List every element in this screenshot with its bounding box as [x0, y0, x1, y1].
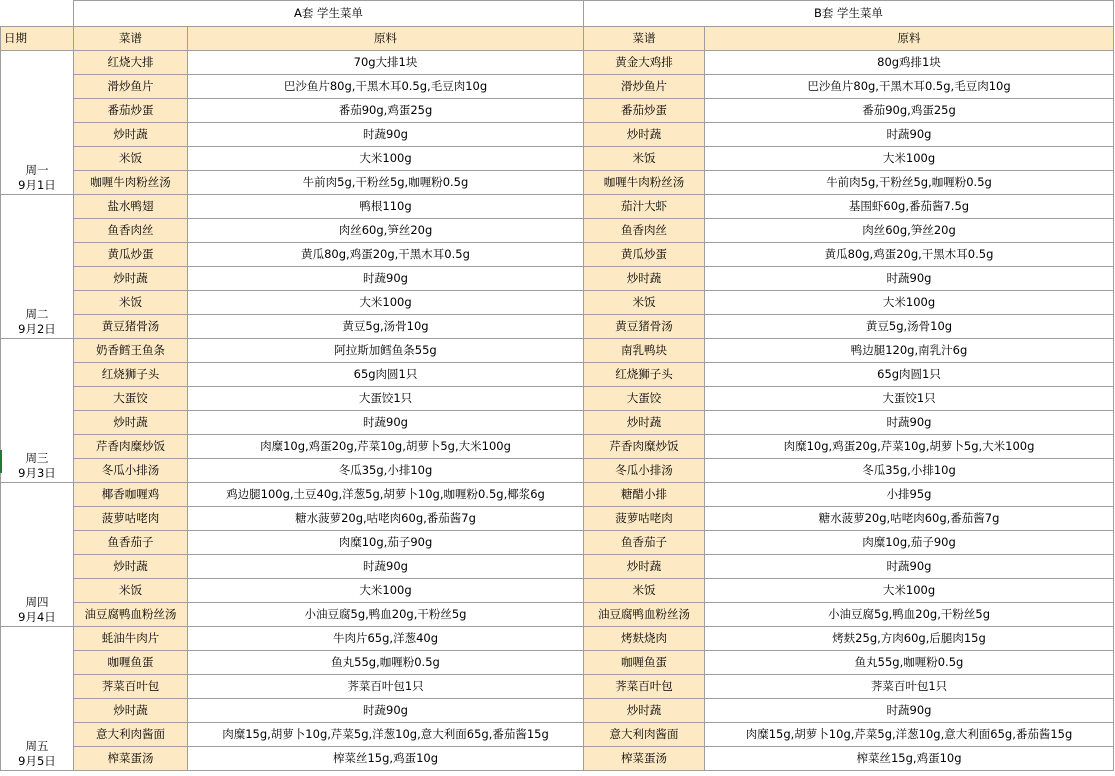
set-a-ingredients-cell[interactable]: 大蛋饺1只 [188, 387, 584, 411]
set-b-ingredients-cell[interactable]: 大米100g [705, 291, 1114, 315]
set-a-ingredients-cell[interactable]: 牛前肉5g,干粉丝5g,咖喱粉0.5g [188, 171, 584, 195]
set-a-dish-cell[interactable]: 米饭 [74, 147, 188, 171]
set-b-ingredients-cell[interactable]: 基围虾60g,番茄酱7.5g [705, 195, 1114, 219]
menu-row [1, 123, 1114, 147]
menu-row [1, 675, 1114, 699]
set-b-ingredients-cell[interactable]: 牛前肉5g,干粉丝5g,咖喱粉0.5g [705, 171, 1114, 195]
set-a-ingredients-cell[interactable]: 大米100g [188, 147, 584, 171]
date-column-header[interactable]: 日期 [1, 27, 74, 51]
set-b-ingredients-cell[interactable]: 肉糜10g,鸡蛋20g,芹菜10g,胡萝卜5g,大米100g [705, 435, 1114, 459]
set-a-ingredients-cell[interactable]: 肉糜15g,胡萝卜10g,芹菜5g,洋葱10g,意大利面65g,番茄酱15g [188, 723, 584, 747]
menu-row [1, 339, 1114, 363]
menu-table-body [1, 1, 1114, 771]
menu-row [1, 627, 1114, 651]
set-a-ingredients-cell[interactable]: 大米100g [188, 579, 584, 603]
menu-row [1, 51, 1114, 75]
set-b-dish-cell[interactable]: 糖醋小排 [584, 483, 705, 507]
set-b-dish-cell[interactable]: 鱼香肉丝 [584, 219, 705, 243]
set-b-ingredients-cell[interactable]: 时蔬90g [705, 411, 1114, 435]
set-a-dish-cell[interactable]: 椰香咖喱鸡 [74, 483, 188, 507]
a-ingredients-column-header[interactable]: 原料 [188, 27, 584, 51]
date-label: 9月4日 [18, 610, 56, 624]
weekday-label: 周二 [25, 307, 49, 321]
set-a-dish-cell[interactable]: 冬瓜小排汤 [74, 459, 188, 483]
set-b-ingredients-cell[interactable]: 黄瓜80g,鸡蛋20g,干黑木耳0.5g [705, 243, 1114, 267]
menu-row [1, 387, 1114, 411]
menu-row [1, 315, 1114, 339]
set-a-ingredients-cell[interactable]: 黄豆5g,汤骨10g [188, 315, 584, 339]
set-a-dish-cell[interactable]: 鱼香茄子 [74, 531, 188, 555]
menu-row [1, 195, 1114, 219]
set-a-dish-cell[interactable]: 油豆腐鸭血粉丝汤 [74, 603, 188, 627]
set-b-ingredients-cell[interactable]: 时蔬90g [705, 555, 1114, 579]
set-b-dish-cell[interactable]: 滑炒鱼片 [584, 75, 705, 99]
set-a-ingredients-cell[interactable]: 时蔬90g [188, 699, 584, 723]
set-a-dish-cell[interactable]: 芹香肉糜炒饭 [74, 435, 188, 459]
set-a-dish-cell[interactable]: 红烧狮子头 [74, 363, 188, 387]
set-a-dish-cell[interactable]: 米饭 [74, 579, 188, 603]
set-b-dish-cell[interactable]: 油豆腐鸭血粉丝汤 [584, 603, 705, 627]
menu-row [1, 243, 1114, 267]
menu-row [1, 99, 1114, 123]
column-header-row [1, 27, 1114, 51]
set-b-ingredients-cell[interactable]: 80g鸡排1块 [705, 51, 1114, 75]
set-a-ingredients-cell[interactable]: 时蔬90g [188, 267, 584, 291]
set-b-ingredients-cell[interactable]: 肉丝60g,笋丝20g [705, 219, 1114, 243]
set-b-dish-cell[interactable]: 意大利肉酱面 [584, 723, 705, 747]
set-b-ingredients-cell[interactable]: 番茄90g,鸡蛋25g [705, 99, 1114, 123]
set-b-dish-cell[interactable]: 榨菜蛋汤 [584, 747, 705, 771]
menu-row [1, 483, 1114, 507]
set-b-ingredients-cell[interactable]: 大蛋饺1只 [705, 387, 1114, 411]
date-cell[interactable] [1, 627, 74, 771]
set-b-dish-cell[interactable]: 茄汁大虾 [584, 195, 705, 219]
set-b-ingredients-cell[interactable]: 巴沙鱼片80g,干黑木耳0.5g,毛豆肉10g [705, 75, 1114, 99]
date-cell[interactable] [1, 339, 74, 483]
set-a-dish-cell[interactable]: 炒时蔬 [74, 123, 188, 147]
set-b-ingredients-cell[interactable]: 鸭边腿120g,南乳汁6g [705, 339, 1114, 363]
set-b-dish-cell[interactable]: 咖喱鱼蛋 [584, 651, 705, 675]
set-b-ingredients-cell[interactable]: 时蔬90g [705, 699, 1114, 723]
set-a-ingredients-cell[interactable]: 大米100g [188, 291, 584, 315]
set-b-ingredients-cell[interactable]: 小排95g [705, 483, 1114, 507]
set-b-dish-cell[interactable]: 冬瓜小排汤 [584, 459, 705, 483]
set-b-dish-cell[interactable]: 荠菜百叶包 [584, 675, 705, 699]
set-b-ingredients-cell[interactable]: 大米100g [705, 579, 1114, 603]
set-b-ingredients-cell[interactable]: 荠菜百叶包1只 [705, 675, 1114, 699]
menu-row [1, 411, 1114, 435]
set-b-dish-cell[interactable]: 米饭 [584, 291, 705, 315]
set-b-ingredients-cell[interactable]: 烤麸25g,方肉60g,后腿肉15g [705, 627, 1114, 651]
menu-row [1, 171, 1114, 195]
set-a-ingredients-cell[interactable]: 70g大排1块 [188, 51, 584, 75]
set-a-dish-cell[interactable]: 滑炒鱼片 [74, 75, 188, 99]
menu-row [1, 147, 1114, 171]
set-a-ingredients-cell[interactable]: 糖水菠萝20g,咕咾肉60g,番茄酱7g [188, 507, 584, 531]
set-a-dish-cell[interactable]: 鱼香肉丝 [74, 219, 188, 243]
set-b-dish-cell[interactable]: 炒时蔬 [584, 411, 705, 435]
menu-row [1, 747, 1114, 771]
set-a-dish-cell[interactable]: 番茄炒蛋 [74, 99, 188, 123]
set-b-dish-cell[interactable]: 米饭 [584, 579, 705, 603]
set-a-dish-cell[interactable]: 意大利肉酱面 [74, 723, 188, 747]
set-a-ingredients-cell[interactable]: 鸡边腿100g,土豆40g,洋葱5g,胡萝卜10g,咖喱粉0.5g,椰浆6g [188, 483, 584, 507]
menu-row [1, 363, 1114, 387]
set-b-ingredients-cell[interactable]: 鱼丸55g,咖喱粉0.5g [705, 651, 1114, 675]
weekday-label: 周五 [25, 739, 49, 753]
set-b-title[interactable]: B套 学生菜单 [584, 1, 1114, 27]
menu-row [1, 219, 1114, 243]
set-a-ingredients-cell[interactable]: 冬瓜35g,小排10g [188, 459, 584, 483]
set-b-ingredients-cell[interactable]: 肉糜15g,胡萝卜10g,芹菜5g,洋葱10g,意大利面65g,番茄酱15g [705, 723, 1114, 747]
menu-row [1, 435, 1114, 459]
a-dish-column-header[interactable]: 菜谱 [74, 27, 188, 51]
menu-row [1, 603, 1114, 627]
set-a-ingredients-cell[interactable]: 肉丝60g,笋丝20g [188, 219, 584, 243]
set-a-ingredients-cell[interactable]: 榨菜丝15g,鸡蛋10g [188, 747, 584, 771]
weekday-label: 周四 [25, 595, 49, 609]
menu-row [1, 723, 1114, 747]
set-a-ingredients-cell[interactable]: 鱼丸55g,咖喱粉0.5g [188, 651, 584, 675]
set-a-ingredients-cell[interactable]: 65g肉圆1只 [188, 363, 584, 387]
set-a-ingredients-cell[interactable]: 肉糜10g,鸡蛋20g,芹菜10g,胡萝卜5g,大米100g [188, 435, 584, 459]
date-label: 9月3日 [18, 466, 56, 480]
set-b-dish-cell[interactable]: 炒时蔬 [584, 123, 705, 147]
menu-row [1, 459, 1114, 483]
set-b-dish-cell[interactable]: 番茄炒蛋 [584, 99, 705, 123]
set-a-ingredients-cell[interactable]: 阿拉斯加鳕鱼条55g [188, 339, 584, 363]
set-a-ingredients-cell[interactable]: 巴沙鱼片80g,干黑木耳0.5g,毛豆肉10g [188, 75, 584, 99]
set-b-dish-cell[interactable]: 烤麸烧肉 [584, 627, 705, 651]
set-b-ingredients-cell[interactable]: 时蔬90g [705, 267, 1114, 291]
set-a-dish-cell[interactable]: 咖喱牛肉粉丝汤 [74, 171, 188, 195]
set-b-dish-cell[interactable]: 黄豆猪骨汤 [584, 315, 705, 339]
set-b-ingredients-cell[interactable]: 时蔬90g [705, 123, 1114, 147]
menu-row [1, 507, 1114, 531]
set-b-dish-cell[interactable]: 鱼香茄子 [584, 531, 705, 555]
set-header-row [1, 1, 1114, 27]
set-b-dish-cell[interactable]: 黄瓜炒蛋 [584, 243, 705, 267]
set-a-ingredients-cell[interactable]: 小油豆腐5g,鸭血20g,干粉丝5g [188, 603, 584, 627]
date-cell[interactable] [1, 483, 74, 627]
set-b-dish-cell[interactable]: 米饭 [584, 147, 705, 171]
set-a-dish-cell[interactable]: 黄瓜炒蛋 [74, 243, 188, 267]
set-a-ingredients-cell[interactable]: 荠菜百叶包1只 [188, 675, 584, 699]
set-b-dish-cell[interactable]: 大蛋饺 [584, 387, 705, 411]
set-b-ingredients-cell[interactable]: 大米100g [705, 147, 1114, 171]
set-b-ingredients-cell[interactable]: 小油豆腐5g,鸭血20g,干粉丝5g [705, 603, 1114, 627]
date-label: 9月1日 [18, 178, 56, 192]
set-b-dish-cell[interactable]: 炒时蔬 [584, 555, 705, 579]
menu-row [1, 699, 1114, 723]
date-cell[interactable] [1, 195, 74, 339]
set-a-dish-cell[interactable]: 荠菜百叶包 [74, 675, 188, 699]
menu-row [1, 291, 1114, 315]
set-a-ingredients-cell[interactable]: 时蔬90g [188, 555, 584, 579]
b-dish-column-header[interactable]: 菜谱 [584, 27, 705, 51]
set-b-ingredients-cell[interactable]: 糖水菠萝20g,咕咾肉60g,番茄酱7g [705, 507, 1114, 531]
set-b-dish-cell[interactable]: 南乳鸭块 [584, 339, 705, 363]
weekday-label: 周三 [25, 451, 49, 465]
set-a-dish-cell[interactable]: 黄豆猪骨汤 [74, 315, 188, 339]
set-a-dish-cell[interactable]: 盐水鸭翅 [74, 195, 188, 219]
b-ingredients-column-header[interactable]: 原料 [705, 27, 1114, 51]
set-a-dish-cell[interactable]: 咖喱鱼蛋 [74, 651, 188, 675]
set-a-dish-cell[interactable]: 炒时蔬 [74, 699, 188, 723]
set-a-ingredients-cell[interactable]: 鸭根110g [188, 195, 584, 219]
set-a-ingredients-cell[interactable]: 黄瓜80g,鸡蛋20g,干黑木耳0.5g [188, 243, 584, 267]
menu-row [1, 75, 1114, 99]
set-a-dish-cell[interactable]: 大蛋饺 [74, 387, 188, 411]
set-b-dish-cell[interactable]: 咖喱牛肉粉丝汤 [584, 171, 705, 195]
menu-row [1, 555, 1114, 579]
set-a-ingredients-cell[interactable]: 番茄90g,鸡蛋25g [188, 99, 584, 123]
set-a-dish-cell[interactable]: 奶香鳕王鱼条 [74, 339, 188, 363]
set-b-dish-cell[interactable]: 芹香肉糜炒饭 [584, 435, 705, 459]
set-b-ingredients-cell[interactable]: 黄豆5g,汤骨10g [705, 315, 1114, 339]
menu-row [1, 651, 1114, 675]
set-b-ingredients-cell[interactable]: 肉糜10g,茄子90g [705, 531, 1114, 555]
set-a-dish-cell[interactable]: 菠萝咕咾肉 [74, 507, 188, 531]
menu-row [1, 267, 1114, 291]
set-b-ingredients-cell[interactable]: 榨菜丝15g,鸡蛋10g [705, 747, 1114, 771]
menu-row [1, 579, 1114, 603]
date-label: 9月5日 [18, 754, 56, 768]
set-b-dish-cell[interactable]: 炒时蔬 [584, 699, 705, 723]
set-a-dish-cell[interactable]: 炒时蔬 [74, 411, 188, 435]
set-a-dish-cell[interactable]: 榨菜蛋汤 [74, 747, 188, 771]
set-a-ingredients-cell[interactable]: 肉糜10g,茄子90g [188, 531, 584, 555]
date-cell[interactable] [1, 51, 74, 195]
set-b-dish-cell[interactable]: 炒时蔬 [584, 267, 705, 291]
set-b-dish-cell[interactable]: 红烧狮子头 [584, 363, 705, 387]
weekday-label: 周一 [25, 163, 49, 177]
set-a-dish-cell[interactable]: 炒时蔬 [74, 267, 188, 291]
set-a-ingredients-cell[interactable]: 时蔬90g [188, 123, 584, 147]
date-label: 9月2日 [18, 322, 56, 336]
row-selection-marker [0, 450, 2, 473]
set-b-dish-cell[interactable]: 黄金大鸡排 [584, 51, 705, 75]
set-b-ingredients-cell[interactable]: 冬瓜35g,小排10g [705, 459, 1114, 483]
set-a-ingredients-cell[interactable]: 牛肉片65g,洋葱40g [188, 627, 584, 651]
corner-cell[interactable] [1, 1, 74, 27]
set-a-dish-cell[interactable]: 炒时蔬 [74, 555, 188, 579]
set-a-title[interactable]: A套 学生菜单 [74, 1, 584, 27]
set-a-ingredients-cell[interactable]: 时蔬90g [188, 411, 584, 435]
set-b-ingredients-cell[interactable]: 65g肉圆1只 [705, 363, 1114, 387]
set-a-dish-cell[interactable]: 米饭 [74, 291, 188, 315]
menu-row [1, 531, 1114, 555]
set-a-dish-cell[interactable]: 红烧大排 [74, 51, 188, 75]
set-a-dish-cell[interactable]: 蚝油牛肉片 [74, 627, 188, 651]
set-b-dish-cell[interactable]: 菠萝咕咾肉 [584, 507, 705, 531]
